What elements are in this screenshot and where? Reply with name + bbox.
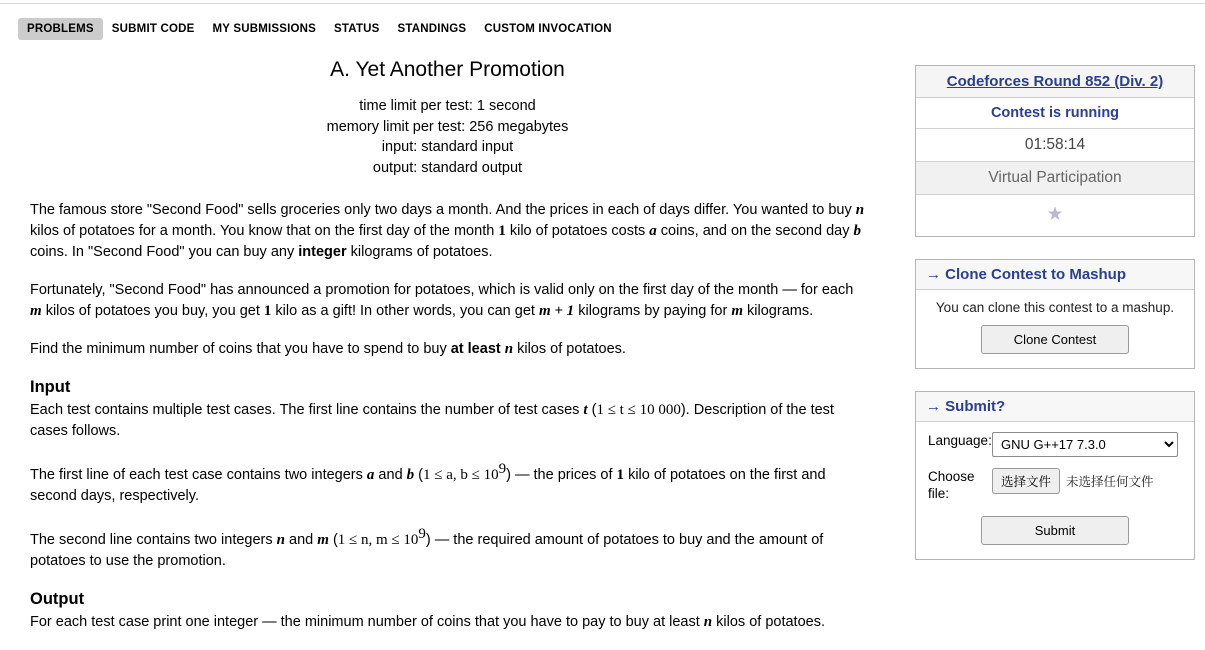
page-body — [0, 40, 1205, 650]
language-select[interactable] — [992, 432, 1178, 457]
nav-item-submit-code[interactable]: SUBMIT CODE — [111, 23, 195, 35]
input-paragraph-2 — [30, 459, 865, 507]
nav-item-custom-invocation[interactable]: CUSTOM INVOCATION — [484, 23, 612, 35]
math-var-m: m — [731, 303, 744, 319]
output-paragraph-1 — [30, 612, 865, 633]
input-paragraph-3 — [30, 524, 865, 572]
section-title-input: Input — [30, 378, 71, 396]
nav-item-standings[interactable]: STANDINGS — [397, 23, 467, 35]
submit-button-wrap — [928, 516, 1182, 545]
math-var-b: b — [406, 466, 415, 483]
text-fragment: The first line of each test case contains two integers — [30, 466, 367, 483]
text-fragment: ( — [328, 531, 338, 548]
nav-item-status[interactable]: STATUS — [334, 23, 380, 35]
text-fragment: and — [285, 531, 318, 548]
text-fragment: kilos of potatoes. — [712, 613, 825, 630]
text-fragment: and — [374, 466, 407, 483]
text-fragment: coins, and on the second day — [656, 223, 854, 239]
math-exponent: 9 — [418, 525, 426, 542]
math-var-n: n — [855, 202, 865, 218]
text-fragment: kilos of potatoes for a month. You know that on the first day of the month — [30, 223, 499, 239]
text-fragment: For each test case print one integer — the minimum number of coins that you have to pay to buy at least — [30, 613, 704, 630]
math-range-ab: 1 ≤ a, b ≤ 10 — [423, 466, 499, 483]
language-row — [928, 432, 1182, 457]
problem-statement-column — [0, 40, 895, 650]
text-fragment: kilo of potatoes on the first and second days, respectively. — [30, 466, 826, 504]
nav-item-problems[interactable]: PROBLEMS — [18, 18, 103, 40]
text-emphasis-at-least: at least — [450, 341, 505, 357]
math-var-m: m — [317, 531, 329, 548]
problem-output-spec: output: standard output — [372, 159, 523, 176]
main-navigation — [0, 4, 1205, 40]
math-expression-m-plus-1: m + 1 — [538, 303, 575, 319]
text-fragment: Find the minimum number of coins that you have to spend to buy — [30, 341, 451, 357]
choose-file-button[interactable]: 选择文件 — [992, 468, 1060, 494]
input-paragraph-1 — [30, 400, 865, 442]
clone-contest-heading: → Clone Contest to Mashup — [916, 260, 1194, 290]
legend-paragraph-3 — [30, 339, 865, 360]
sidebar — [915, 65, 1195, 582]
text-fragment: Each test contains multiple test cases. The first line contains the number of test cases — [30, 402, 584, 418]
text-fragment: kilo as a gift! In other words, you can get — [271, 303, 539, 319]
math-var-a: a — [366, 466, 375, 483]
clone-contest-box — [915, 259, 1195, 369]
math-var-n: n — [504, 341, 514, 357]
math-range-t: 1 ≤ t ≤ 10 000 — [596, 402, 681, 418]
text-fragment: The famous store "Second Food" sells groceries only two days a month. And the prices in each of days differ. You wanted to buy — [30, 202, 856, 218]
submit-button[interactable]: Submit — [981, 516, 1129, 545]
problem-header — [0, 58, 895, 178]
language-label: Language: — [928, 433, 992, 448]
math-range-nm: 1 ≤ n, m ≤ 10 — [337, 531, 419, 548]
text-fragment: ( — [414, 466, 424, 483]
math-num-1: 1 — [263, 303, 272, 319]
math-exponent: 9 — [498, 461, 507, 477]
math-var-t: t — [583, 402, 588, 418]
math-var-n: n — [703, 613, 713, 630]
clone-contest-body — [916, 290, 1194, 368]
text-fragment: The second line contains two integers — [30, 531, 277, 548]
text-fragment: kilo of potatoes costs — [505, 223, 650, 239]
virtual-participation-label[interactable]: Virtual Participation — [916, 162, 1194, 195]
selected-file-name: 未选择任何文件 — [1066, 475, 1154, 489]
text-fragment: kilograms by paying for — [574, 303, 732, 319]
file-input[interactable] — [992, 468, 1154, 494]
legend-paragraph-1 — [30, 200, 865, 263]
math-var-m: m — [30, 303, 42, 319]
file-row — [928, 468, 1182, 502]
math-num-1: 1 — [498, 223, 506, 239]
math-var-n: n — [276, 531, 285, 548]
problem-time-limit: time limit per test: 1 second — [359, 98, 536, 114]
math-num-1: 1 — [616, 466, 625, 483]
problem-input-spec: input: standard input — [381, 139, 514, 155]
text-fragment: ) — the required amount of potatoes to buy and the amount of potatoes to use the promotion. — [30, 531, 824, 569]
legend-paragraph-2 — [30, 280, 865, 322]
math-var-a: a — [649, 223, 657, 239]
text-fragment: Fortunately, "Second Food" has announced a promotion for potatoes, which is valid only on the first day of the month — for each — [30, 282, 854, 298]
text-fragment: kilos of potatoes. — [513, 341, 626, 357]
star-icon[interactable]: ★ — [1046, 204, 1064, 225]
text-fragment: kilos of potatoes you buy, you get — [41, 303, 264, 319]
submit-form — [916, 422, 1194, 559]
section-title-output: Output — [30, 589, 85, 608]
clone-contest-button[interactable]: Clone Contest — [981, 325, 1129, 354]
submit-heading: → Submit? — [916, 392, 1194, 422]
contest-info-box — [915, 65, 1195, 237]
text-emphasis-integer: integer — [298, 244, 347, 260]
favorite-row — [916, 195, 1194, 236]
submit-box — [915, 391, 1195, 560]
text-fragment: ( — [587, 402, 597, 418]
text-fragment: ). Description of the test cases follows. — [30, 402, 834, 439]
text-fragment: kilograms. — [743, 303, 814, 319]
problem-legend — [30, 200, 865, 633]
nav-item-my-submissions[interactable]: MY SUBMISSIONS — [212, 23, 317, 35]
contest-status: Contest is running — [916, 98, 1194, 129]
text-fragment: ) — the prices of — [506, 466, 617, 483]
page-title: A. Yet Another Promotion — [330, 58, 565, 81]
choose-file-label: Choose file: — [928, 469, 975, 501]
clone-contest-description: You can clone this contest to a mashup. — [935, 300, 1175, 315]
contest-name-link[interactable]: Codeforces Round 852 (Div. 2) — [916, 66, 1194, 98]
problem-memory-limit: memory limit per test: 256 megabytes — [326, 118, 569, 135]
contest-countdown-timer: 01:58:14 — [916, 129, 1194, 162]
math-var-b: b — [853, 223, 861, 239]
text-fragment: coins. In "Second Food" you can buy any — [30, 244, 299, 260]
text-fragment: kilograms of potatoes. — [346, 244, 493, 260]
